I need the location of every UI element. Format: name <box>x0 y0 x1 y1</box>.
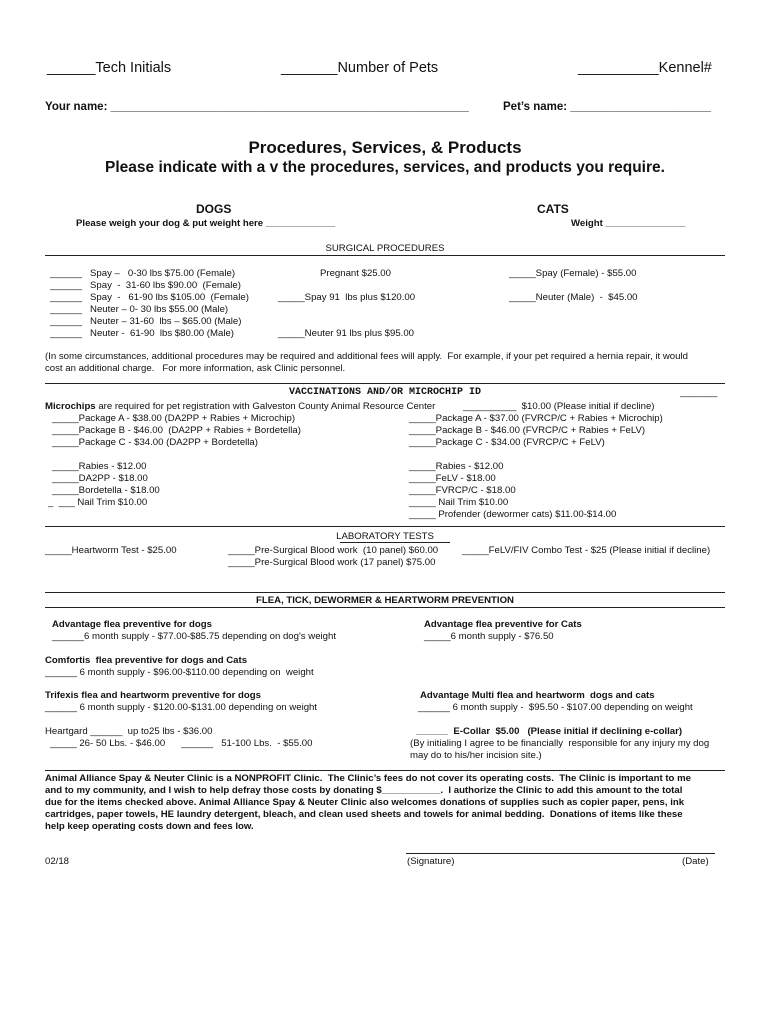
cat-profender[interactable]: _____ Profender (dewormer cats) $11.00-$14.00 <box>409 509 617 520</box>
cat-neuter-item[interactable]: _____Neuter (Male) - $45.00 <box>509 292 638 303</box>
page-subtitle: Please indicate with a v the procedures, services, and products you require. <box>105 159 665 176</box>
divider <box>45 383 725 384</box>
advantage-cats-title: Advantage flea preventive for Cats <box>424 619 582 630</box>
cats-heading: CATS <box>537 202 569 216</box>
microchip-fee-field[interactable]: __________ $10.00 (Please initial if decline) <box>463 401 655 412</box>
divider <box>340 542 450 543</box>
cat-rabies[interactable]: _____Rabies - $12.00 <box>409 461 504 472</box>
neuter-91-item[interactable]: _____Neuter 91 lbs plus $95.00 <box>278 328 415 339</box>
donation-paragraph: Animal Alliance Spay & Neuter Clinic is a NONPROFIT Clinic. The Clinic’s fees do not cover its operating costs. The Clinic is important to me <box>45 773 691 784</box>
blood-work-17[interactable]: _____Pre-Surgical Blood work (17 panel) $75.00 <box>228 557 436 568</box>
flea-heading: FLEA, TICK, DEWORMER & HEARTWORM PREVENTION <box>256 595 514 606</box>
advantage-cats-option[interactable]: _____6 month supply - $76.50 <box>424 631 554 642</box>
cat-package-c[interactable]: _____Package C - $34.00 (FVRCP/C + FeLV) <box>409 437 605 448</box>
kennel-field[interactable]: __________Kennel# <box>578 60 712 76</box>
dog-weight-field[interactable]: Please weigh your dog & put weight here _____________ <box>76 218 336 229</box>
date-label: (Date) <box>682 856 709 867</box>
surgical-note: (In some circumstances, additional procedures may be required and additional fees will apply. For example, if your pet required a hernia repair, it would <box>45 351 688 362</box>
pets-name-field[interactable]: Pet’s name: ______________________ <box>503 101 712 113</box>
blood-work-10[interactable]: _____Pre-Surgical Blood work (10 panel) $60.00 <box>228 545 439 556</box>
divider <box>45 607 725 608</box>
heartgard-option-small[interactable]: Heartgard ______ up to25 lbs - $36.00 <box>45 726 213 737</box>
cat-package-a[interactable]: _____Package A - $37.00 (FVRCP/C + Rabies + Microchip) <box>409 413 663 424</box>
microchip-statement <box>45 401 435 412</box>
comfortis-title: Comfortis flea preventive for dogs and Cats <box>45 655 248 666</box>
divider <box>45 770 725 771</box>
cat-nail-trim[interactable]: _____ Nail Trim $10.00 <box>409 497 509 508</box>
divider <box>45 255 725 256</box>
advantage-dogs-title: Advantage flea preventive for dogs <box>52 619 212 630</box>
form-date-code: 02/18 <box>45 856 70 867</box>
trifexis-option[interactable]: ______ 6 month supply - $120.00-$131.00 depending on weight <box>45 702 318 713</box>
dog-surgery-item[interactable]: ______ Spay – 0-30 lbs $75.00 (Female) <box>50 268 236 279</box>
dog-surgery-item[interactable]: ______ Spay - 61-90 lbs $105.00 (Female) <box>50 292 249 303</box>
advantage-multi-title: Advantage Multi flea and heartworm dogs and cats <box>420 690 655 701</box>
divider <box>45 526 725 527</box>
dog-package-c[interactable]: _____Package C - $34.00 (DA2PP + Bordetella) <box>52 437 258 448</box>
microchips-label: Microchips <box>45 401 96 412</box>
ecollar-option[interactable]: ______ E-Collar $5.00 (Please initial if declining e-collar) <box>416 726 683 737</box>
cat-spay-item[interactable]: _____Spay (Female) - $55.00 <box>509 268 637 279</box>
dog-surgery-item[interactable]: ______ Neuter - 61-90 lbs $80.00 (Male) <box>50 328 234 339</box>
felv-fiv-test[interactable]: _____FeLV/FIV Combo Test - $25 (Please initial if decline) <box>462 545 711 556</box>
surgical-heading: SURGICAL PROCEDURES <box>325 243 445 254</box>
dog-da2pp[interactable]: _____DA2PP - $18.00 <box>52 473 148 484</box>
divider <box>45 592 725 593</box>
vaccinations-heading: VACCINATIONS AND/OR MICROCHIP ID <box>288 387 482 398</box>
donation-paragraph: help keep operating costs down and fees low. <box>45 821 254 832</box>
dog-rabies[interactable]: _____Rabies - $12.00 <box>52 461 147 472</box>
advantage-multi-option[interactable]: ______ 6 month supply - $95.50 - $107.00 depending on weight <box>418 702 693 713</box>
your-name-field[interactable]: Your name: ________________________________________________________ <box>45 101 469 113</box>
lab-heading: LABORATORY TESTS <box>336 531 434 542</box>
signature-label: (Signature) <box>407 856 455 867</box>
dog-package-a[interactable]: _____Package A - $38.00 (DA2PP + Rabies + Microchip) <box>52 413 296 424</box>
dog-surgery-item[interactable]: ______ Neuter – 31-60 lbs – $65.00 (Male) <box>50 316 242 327</box>
heartgard-option-large[interactable]: _____ 26- 50 Lbs. - $46.00 ______ 51-100 Lbs. - $55.00 <box>50 738 313 749</box>
signature-line[interactable] <box>406 853 715 854</box>
cat-felv[interactable]: _____FeLV - $18.00 <box>409 473 496 484</box>
ecollar-note: may do to his/her incision site.) <box>410 750 542 761</box>
page-title: Procedures, Services, & Products <box>248 138 522 157</box>
dog-nail-trim[interactable]: _ ___ Nail Trim $10.00 <box>48 497 148 508</box>
vaccinations-heading-tail: _______ <box>680 387 718 398</box>
donation-paragraph[interactable]: and to my community, and I wish to help defray those costs by donating $___________. I authorize the Clinic to add this amount to the total <box>45 785 683 796</box>
surgical-note: cost an additional charge. For more information, ask Clinic personnel. <box>45 363 346 374</box>
advantage-dogs-option[interactable]: ______6 month supply - $77.00-$85.75 depending on dog's weight <box>52 631 336 642</box>
comfortis-option[interactable]: ______ 6 month supply - $96.00-$110.00 depending on weight <box>45 667 314 678</box>
dogs-heading: DOGS <box>196 202 232 216</box>
tech-initials-field[interactable]: ______Tech Initials <box>47 60 172 76</box>
pregnant-fee[interactable]: Pregnant $25.00 <box>320 268 391 279</box>
dog-bordetella[interactable]: _____Bordetella - $18.00 <box>52 485 160 496</box>
donation-paragraph: due for the items checked above. Animal Alliance Spay & Neuter Clinic also welcomes donations of supplies such as copier paper, pens, ink <box>45 797 685 808</box>
ecollar-note: (By initialing I agree to be financially responsible for any injury my dog <box>410 738 710 749</box>
cat-fvrcp[interactable]: _____FVRCP/C - $18.00 <box>409 485 516 496</box>
number-of-pets-field[interactable]: _______Number of Pets <box>281 60 439 76</box>
cat-weight-field[interactable]: Weight _______________ <box>571 218 686 229</box>
donation-paragraph: cartridges, paper towels, HE laundry detergent, bleach, and clean used sheets and towels for animal bedding. Donations of items like these <box>45 809 683 820</box>
microchips-text: are required for pet registration with Galveston County Animal Resource Center <box>95 401 436 412</box>
cat-package-b[interactable]: _____Package B - $46.00 (FVRCP/C + Rabies + FeLV) <box>409 425 646 436</box>
spay-91-item[interactable]: _____Spay 91 lbs plus $120.00 <box>278 292 416 303</box>
dog-package-b[interactable]: _____Package B - $46.00 (DA2PP + Rabies + Bordetella) <box>52 425 301 436</box>
dog-surgery-item[interactable]: ______ Spay - 31-60 lbs $90.00 (Female) <box>50 280 241 291</box>
dog-surgery-item[interactable]: ______ Neuter – 0- 30 lbs $55.00 (Male) <box>50 304 229 315</box>
heartworm-test[interactable]: _____Heartworm Test - $25.00 <box>45 545 177 556</box>
trifexis-title: Trifexis flea and heartworm preventive for dogs <box>45 690 261 701</box>
